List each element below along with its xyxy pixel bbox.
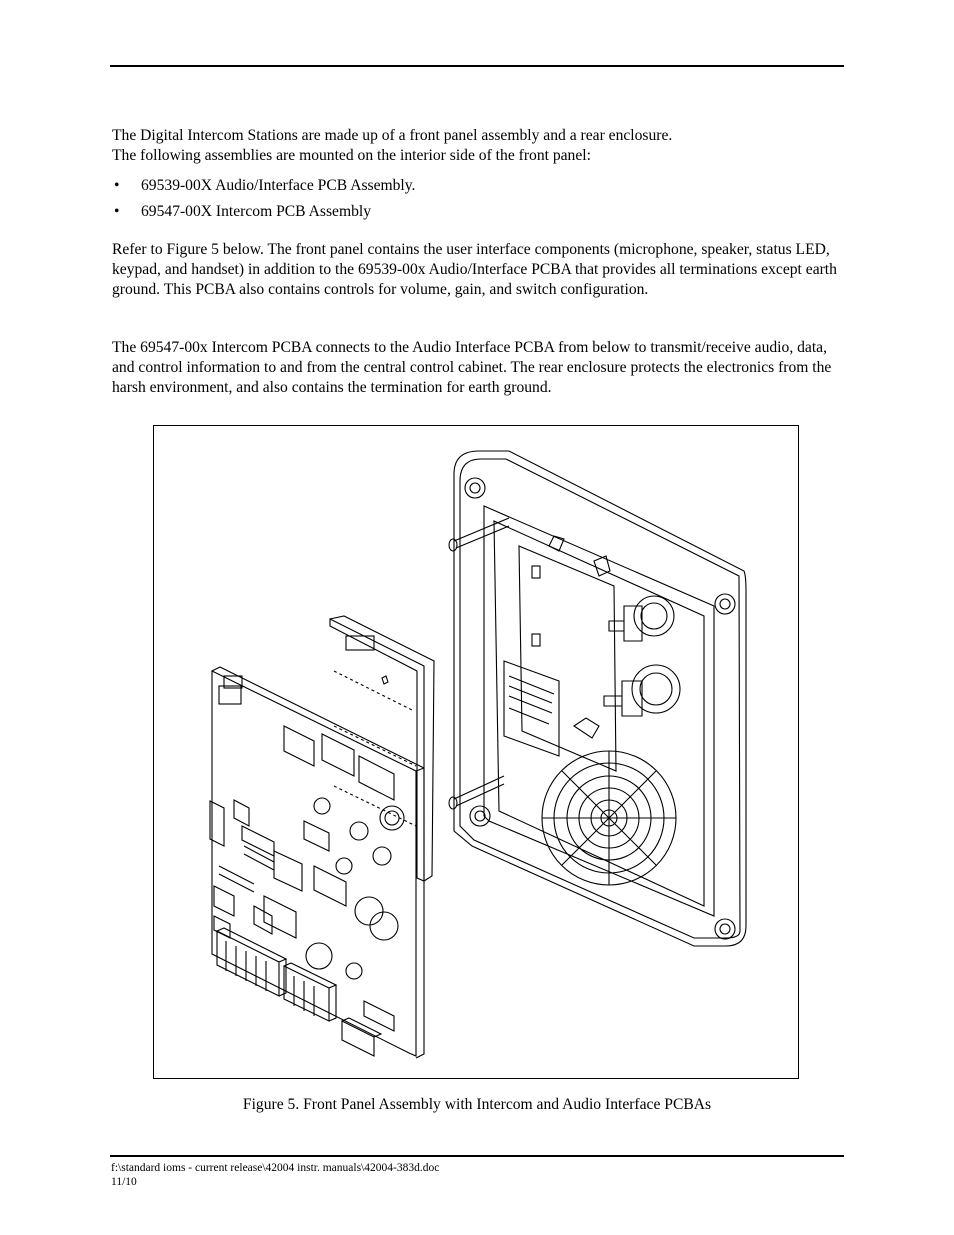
bullet-icon: • <box>114 203 120 220</box>
footer <box>111 1161 439 1189</box>
list-item-text: 69539-00X Audio/Interface PCB Assembly. <box>141 177 416 194</box>
footer-rule <box>110 1155 844 1157</box>
figure-caption: Figure 5. Front Panel Assembly with Intercom and Audio Interface PCBAs <box>242 1096 712 1113</box>
intro-line-2: The following assemblies are mounted on the interior side of the front panel: <box>112 147 591 164</box>
list-item <box>112 202 415 228</box>
assembly-drawing <box>154 426 800 1080</box>
intro-line-1: The Digital Intercom Stations are made up of a front panel assembly and a rear enclosure. <box>112 127 673 144</box>
header-rule <box>110 65 844 67</box>
list-item-text: 69547-00X Intercom PCB Assembly <box>141 203 371 220</box>
rear-enclosure-drawing <box>449 451 746 946</box>
paragraph-front-panel: Refer to Figure 5 below. The front panel contains the user interface components (microphone, speaker, status LED, keypad, and handset) in addition to the 69539-00x Audio/Interface PCBA that provides all terminations except earth ground. This PCBA also contains controls for volume, gain, and switch configuration. <box>112 241 837 298</box>
list-item <box>112 176 415 202</box>
audio-interface-pcb-drawing <box>330 616 434 881</box>
paragraph-intercom-pcba: The 69547-00x Intercom PCBA connects to the Audio Interface PCBA from below to transmit/receive audio, data, and control information to and from the central control cabinet. The rear enclosure protects the electronics from the harsh environment, and also contains the termination for earth ground. <box>112 339 832 396</box>
intercom-pcb-drawing <box>210 667 424 1058</box>
assembly-list <box>112 176 415 228</box>
footer-file-path: f:\standard ioms - current release\42004 instr. manuals\42004-383d.doc <box>111 1162 440 1174</box>
intro-paragraph <box>112 126 842 166</box>
figure-frame <box>153 425 799 1079</box>
footer-date: 11/10 <box>111 1176 137 1188</box>
bullet-icon: • <box>114 177 120 194</box>
